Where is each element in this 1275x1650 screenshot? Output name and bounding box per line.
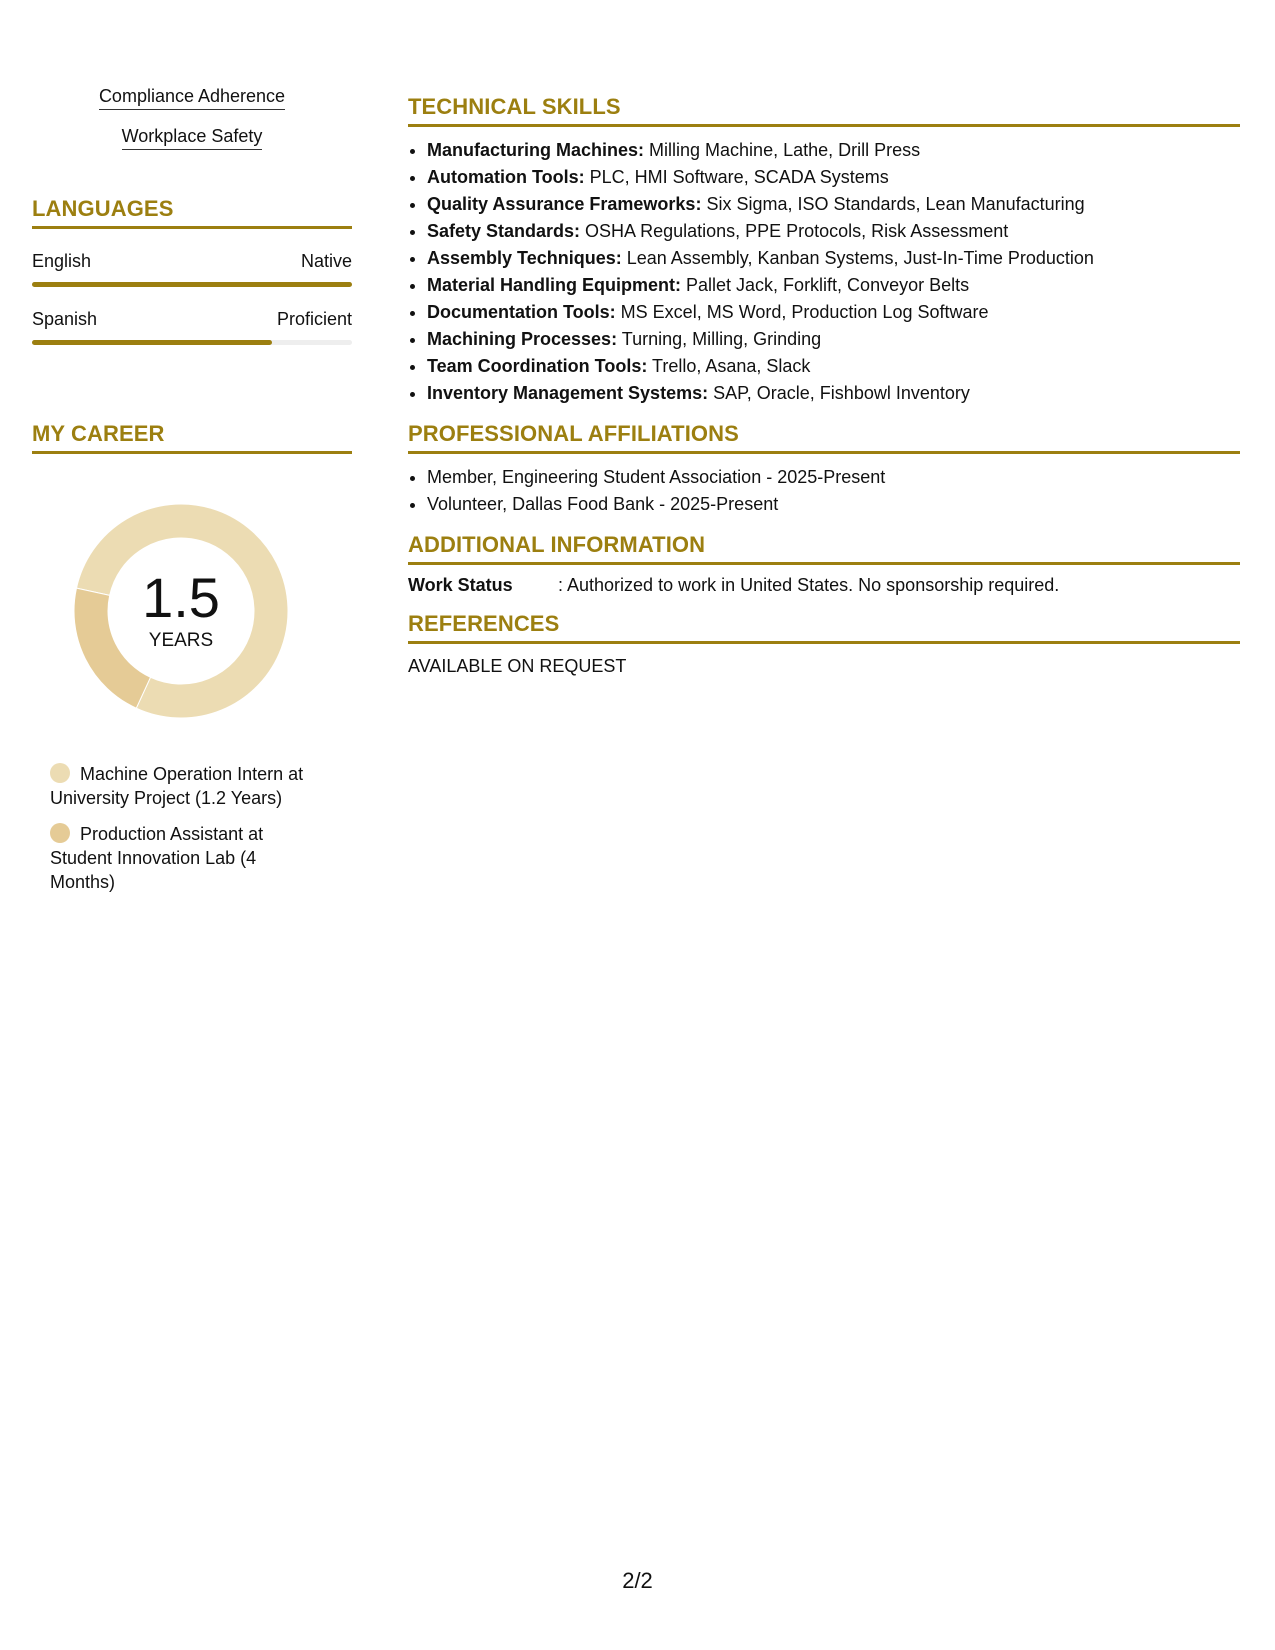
skill-category: Safety Standards: [427,221,581,241]
list-item: • Member, Engineering Student Association - 2025-Present [427,464,1240,491]
skill-category: Machining Processes: [427,329,618,349]
language-bar [32,282,352,287]
affiliations-section [408,421,1240,518]
section-heading: MY CAREER [32,421,352,454]
section-heading: REFERENCES [408,611,1240,644]
technical-skills-section [408,94,1240,407]
legend-dot-icon [50,823,70,843]
languages-section [32,196,352,345]
skill-category: Documentation Tools: [427,302,616,322]
language-item [32,251,352,287]
references-section [408,611,1240,678]
references-text: AVAILABLE ON REQUEST [408,656,627,676]
skill-tags [32,86,352,166]
skill-tag: Workplace Safety [122,126,263,150]
career-legend [50,762,320,894]
donut-center [66,496,296,726]
skill-category: Quality Assurance Frameworks: [427,194,702,214]
work-status-label: Work Status [408,575,513,595]
language-level: Proficient [276,309,352,329]
additional-info-section [408,532,1240,597]
career-role-label: Production Assistant at Student Innovation Lab (4 Months) [50,824,264,892]
career-total-unit: YEARS [148,630,214,651]
language-bar-fill [32,340,272,345]
list-item [427,353,1240,380]
section-heading: LANGUAGES [32,196,352,229]
skill-values: OSHA Regulations, PPE Protocols, Risk Assessment [580,221,1009,241]
affiliations-list [408,464,1240,518]
language-bar [32,340,352,345]
list-item [427,245,1240,272]
career-total-value: 1.5 [142,566,220,629]
language-item [32,309,352,345]
skill-category: Inventory Management Systems: [427,383,709,403]
career-section [32,421,352,894]
list-item [427,191,1240,218]
work-status-row [408,573,1240,597]
skill-tag: Compliance Adherence [99,86,285,110]
technical-skills-list [408,137,1240,407]
skill-values: Turning, Milling, Grinding [617,329,822,349]
skill-values: Lean Assembly, Kanban Systems, Just-In-Time Production [621,248,1094,268]
career-role-label: Machine Operation Intern at University Project (1.2 Years) [50,764,304,808]
list-item [427,272,1240,299]
list-item [427,299,1240,326]
list-item [427,164,1240,191]
list-item [427,137,1240,164]
page-number: 2/2 [622,1568,653,1593]
skill-category: Assembly Techniques: [427,248,622,268]
left-column [32,86,352,906]
skill-values: Pallet Jack, Forklift, Conveyor Belts [681,275,970,295]
skill-category: Manufacturing Machines: [427,140,645,160]
right-column [408,94,1240,692]
list-item [427,380,1240,407]
list-item: • Volunteer, Dallas Food Bank - 2025-Present [427,491,1240,518]
language-name: English [32,251,92,271]
skill-values: PLC, HMI Software, SCADA Systems [584,167,889,187]
legend-dot-icon [50,763,70,783]
language-name: Spanish [32,309,98,329]
career-legend-item [50,762,320,810]
list-item [427,326,1240,353]
career-donut-chart [66,496,296,726]
skill-values: MS Excel, MS Word, Production Log Software [615,302,989,322]
section-heading: PROFESSIONAL AFFILIATIONS [408,421,1240,454]
work-status-value: : Authorized to work in United States. No sponsorship required. [558,575,1060,595]
section-heading: TECHNICAL SKILLS [408,94,1240,127]
list-item [427,218,1240,245]
skill-values: Six Sigma, ISO Standards, Lean Manufacturing [701,194,1085,214]
skill-category: Team Coordination Tools: [427,356,648,376]
career-legend-item [50,822,320,894]
skill-values: SAP, Oracle, Fishbowl Inventory [708,383,970,403]
language-level: Native [300,251,352,271]
skill-category: Material Handling Equipment: [427,275,682,295]
section-heading: ADDITIONAL INFORMATION [408,532,1240,565]
language-bar-fill [32,282,352,287]
skill-values: Milling Machine, Lathe, Drill Press [644,140,921,160]
skill-category: Automation Tools: [427,167,585,187]
skill-values: Trello, Asana, Slack [647,356,811,376]
